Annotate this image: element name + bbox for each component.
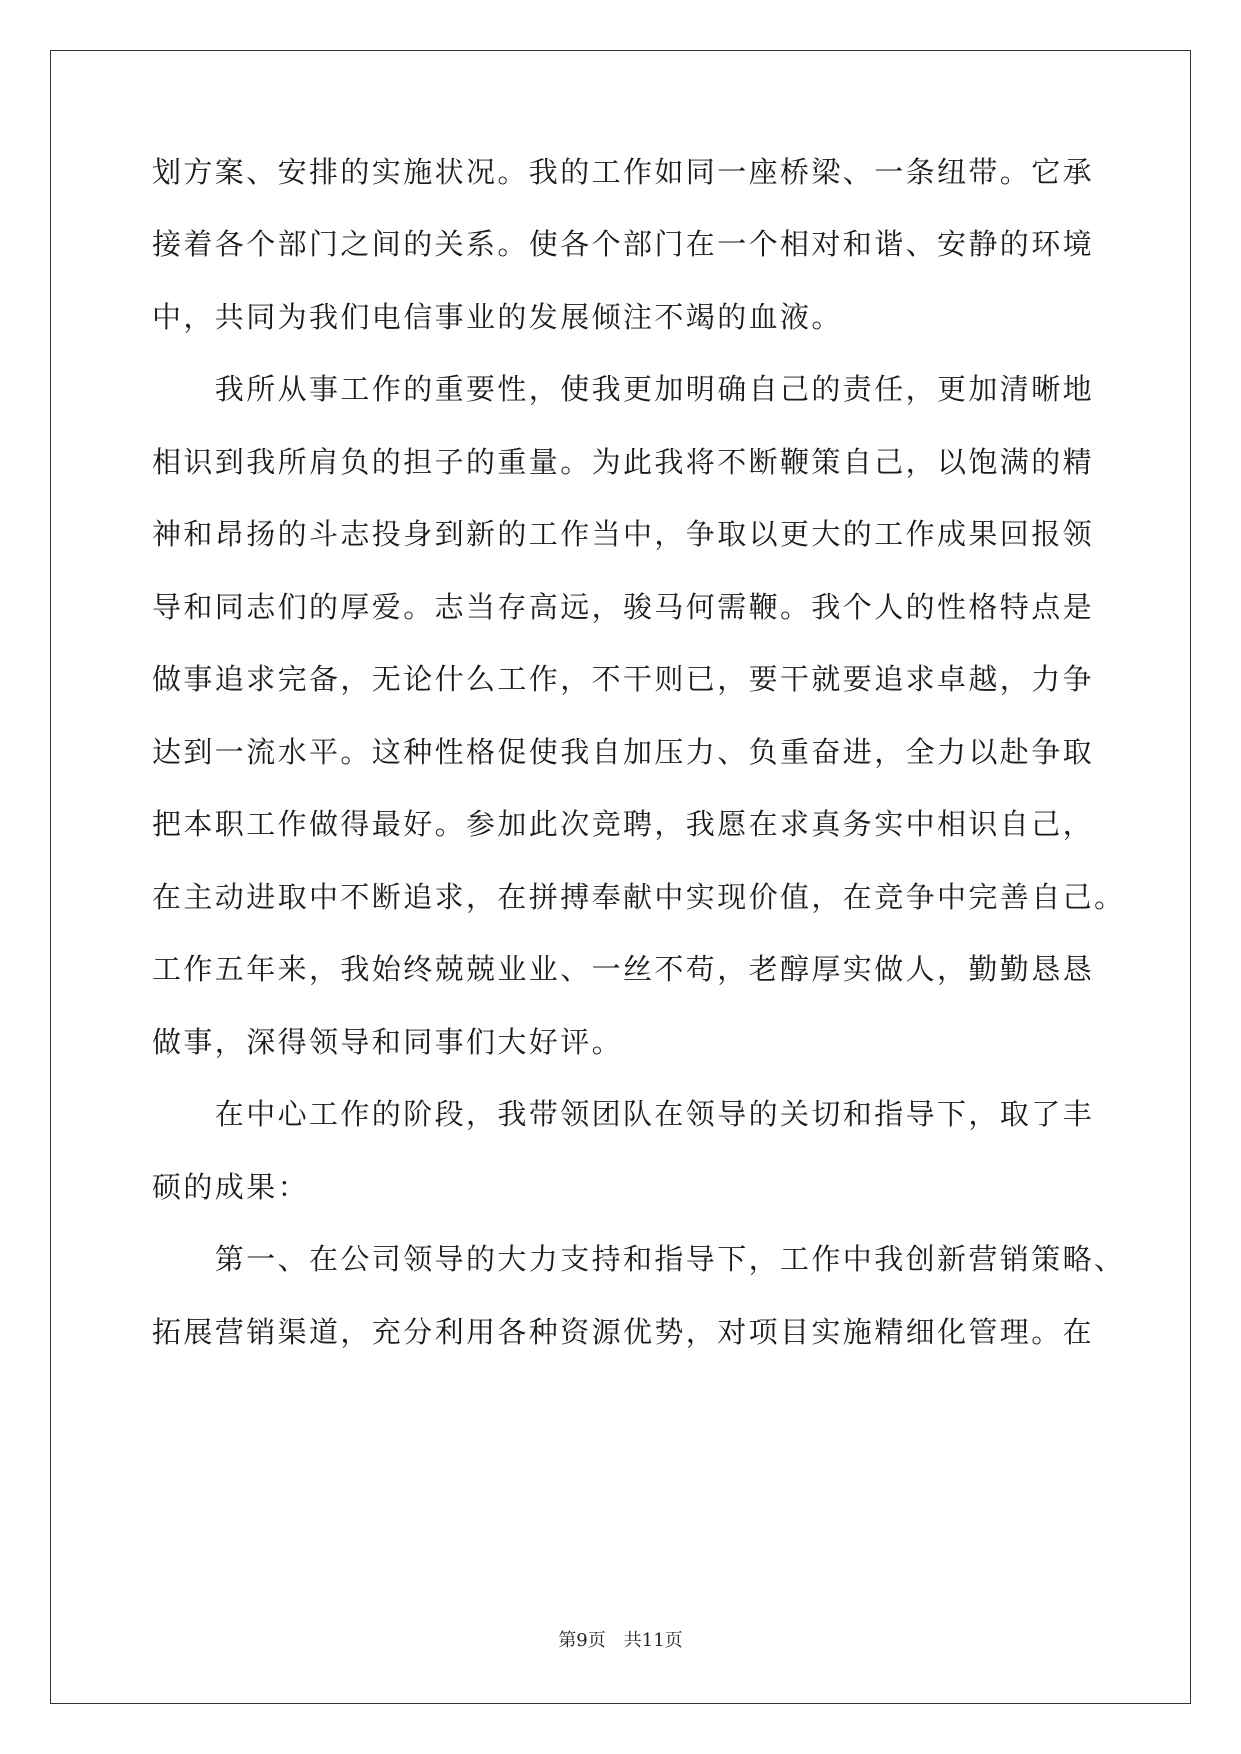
text-line: 划方案、安排的实施状况。我的工作如同一座桥梁、一条纽带。它承 — [152, 155, 1095, 189]
text-line: 相识到我所肩负的担子的重量。为此我将不断鞭策自己，以饱满的精 — [152, 445, 1095, 479]
text-line: 工作五年来，我始终兢兢业业、一丝不苟，老醇厚实做人，勤勤恳恳 — [152, 952, 1095, 986]
paragraph-start-line: 在中心工作的阶段，我带领团队在领导的关切和指导下，取了丰 — [152, 1097, 1095, 1131]
text-line: 导和同志们的厚爱。志当存高远，骏马何需鞭。我个人的性格特点是 — [152, 590, 1095, 624]
text-line: 把本职工作做得最好。参加此次竞聘，我愿在求真务实中相识自己， — [152, 807, 1095, 841]
text-line: 做事，深得领导和同事们大好评。 — [152, 1025, 624, 1059]
page-number-footer — [0, 1626, 1241, 1652]
text-line: 做事追求完备，无论什么工作，不干则已，要干就要追求卓越，力争 — [152, 662, 1095, 696]
text-line: 达到一流水平。这种性格促使我自加压力、负重奋进，全力以赴争取 — [152, 735, 1095, 769]
text-line: 硕的成果： — [152, 1170, 310, 1204]
paragraph-start-line: 第一、在公司领导的大力支持和指导下，工作中我创新营销策略、 — [152, 1242, 1126, 1276]
text-line: 神和昂扬的斗志投身到新的工作当中，争取以更大的工作成果回报领 — [152, 517, 1095, 551]
text-line: 接着各个部门之间的关系。使各个部门在一个相对和谐、安静的环境 — [152, 227, 1095, 261]
page-number-label: 第9页 共11页 — [558, 1630, 683, 1651]
text-line: 拓展营销渠道，充分利用各种资源优势，对项目实施精细化管理。在 — [152, 1315, 1095, 1349]
paragraph-start-line: 我所从事工作的重要性，使我更加明确自己的责任，更加清晰地 — [152, 372, 1095, 406]
text-line: 中，共同为我们电信事业的发展倾注不竭的血液。 — [152, 300, 843, 334]
text-line: 在主动进取中不断追求，在拼搏奉献中实现价值，在竞争中完善自己。 — [152, 880, 1126, 914]
